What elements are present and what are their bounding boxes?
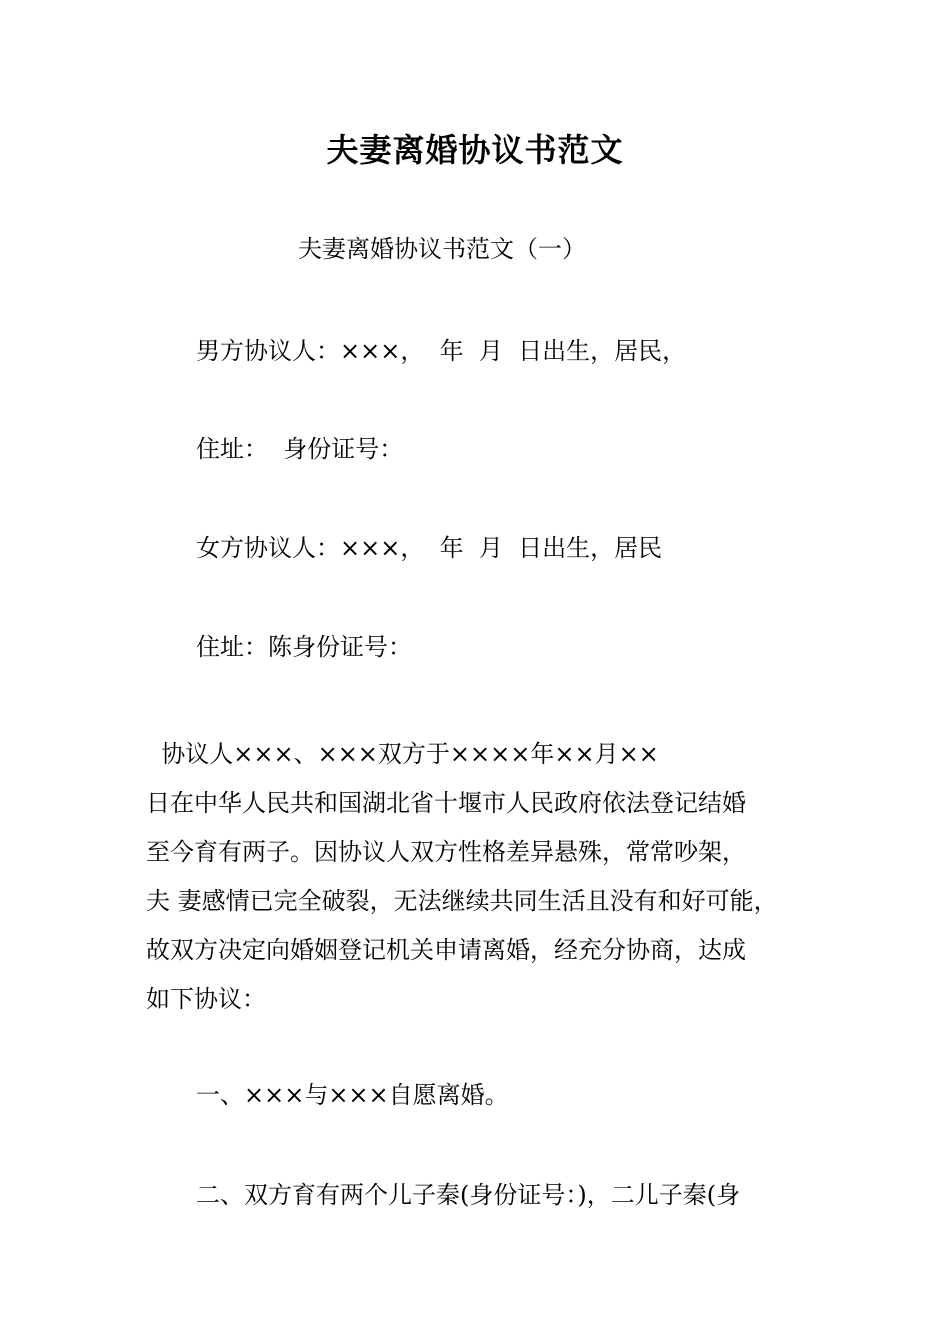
female-party-line: 女方协议人：×××， 年 月 日出生，居民 xyxy=(196,534,663,562)
document-title: 夫妻离婚协议书范文 xyxy=(326,131,624,169)
preamble-line: 夫 妻感情已完全破裂，无法继续共同生活且没有和好可能， xyxy=(146,887,778,915)
preamble-line: 故双方决定向婚姻登记机关申请离婚，经充分协商，达成 xyxy=(146,936,746,964)
preamble-line: 日在中华人民共和国湖北省十堰市人民政府依法登记结婚 xyxy=(146,789,746,817)
male-address-line: 住址： 身份证号： xyxy=(196,435,404,463)
male-party-line: 男方协议人：×××， 年 月 日出生，居民， xyxy=(196,337,687,365)
document-subtitle: 夫妻离婚协议书范文（一） xyxy=(298,235,586,263)
preamble-line: 如下协议： xyxy=(146,985,266,1013)
female-address-line: 住址：陈身份证号： xyxy=(196,633,412,661)
preamble-line: 协议人×××、×××双方于××××年××月×× xyxy=(146,740,659,768)
clause-2: 二、双方育有两个儿子秦(身份证号：)，二儿子秦(身 xyxy=(196,1181,741,1209)
clause-1: 一、×××与×××自愿离婚。 xyxy=(196,1081,509,1109)
preamble-line: 至今育有两子。因协议人双方性格差异悬殊，常常吵架， xyxy=(146,838,746,866)
agreement-preamble xyxy=(146,730,816,1024)
